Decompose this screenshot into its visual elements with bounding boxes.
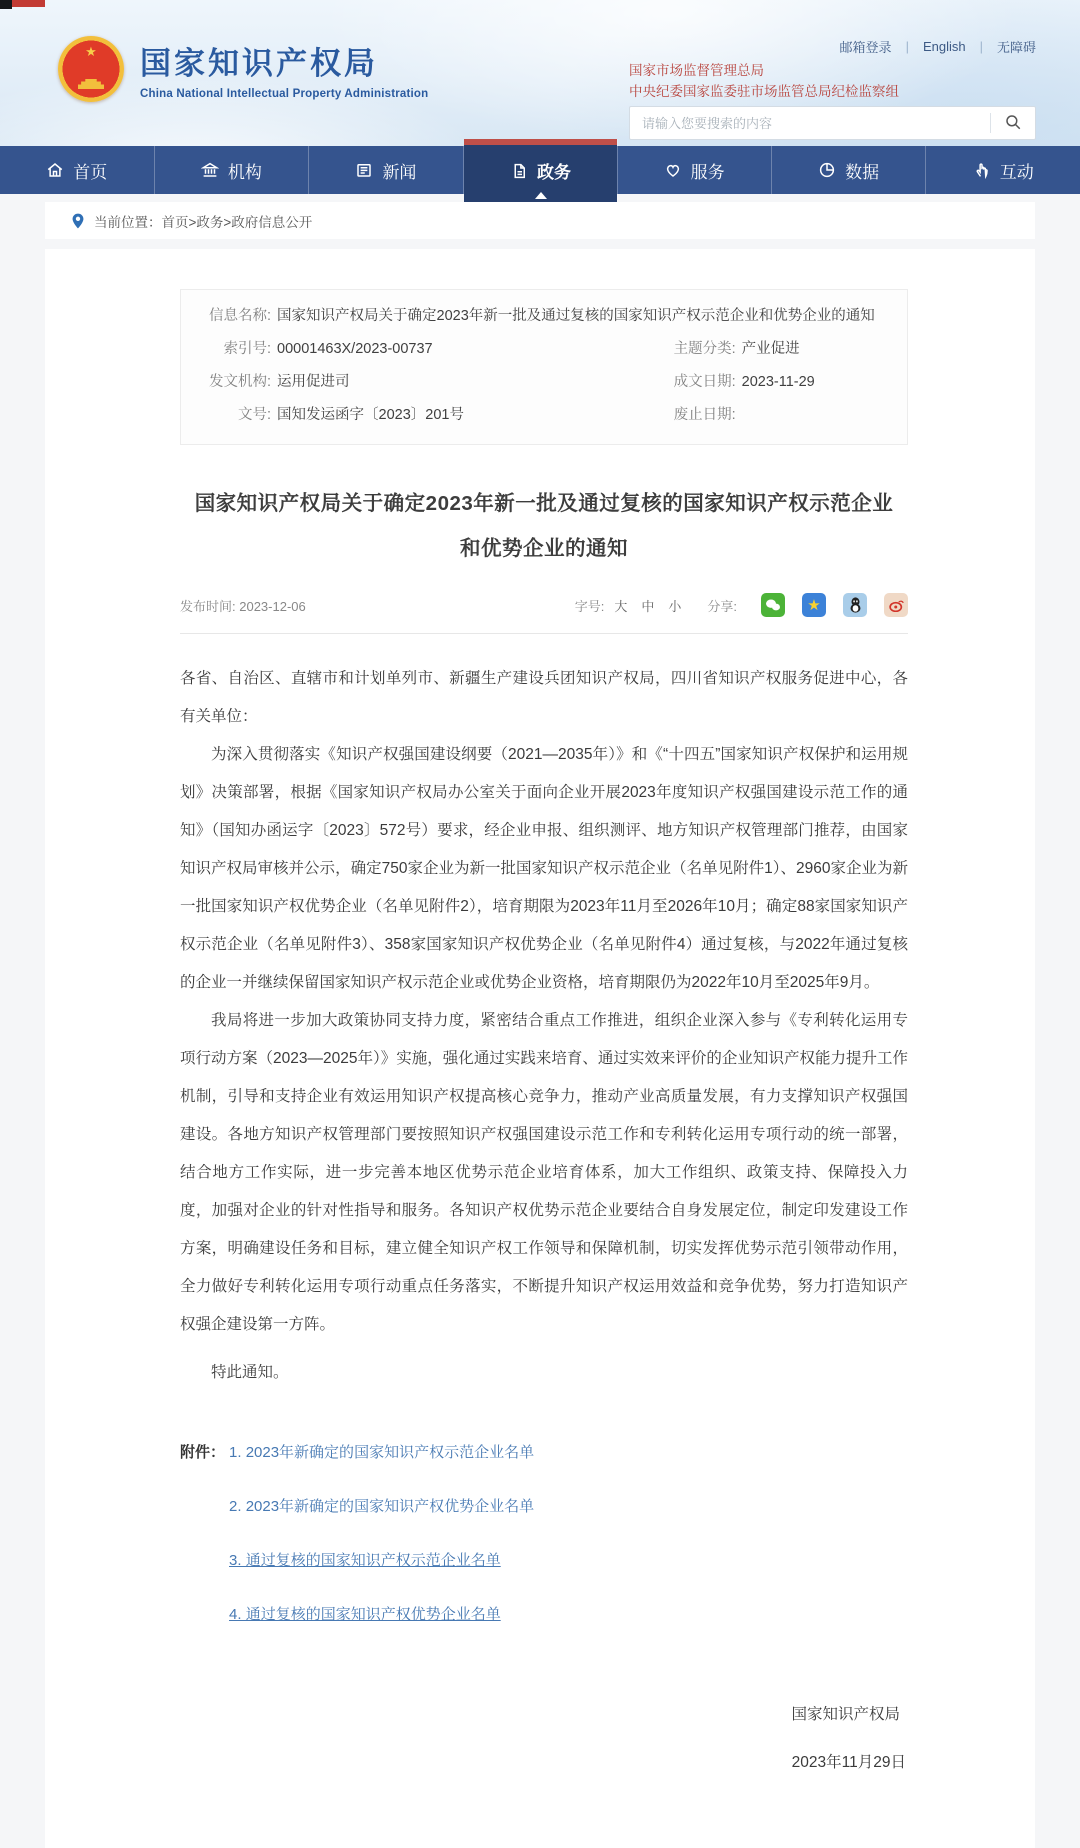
search-box <box>629 106 1036 140</box>
attachments-label: 附件： <box>180 1444 226 1461</box>
brand-text <box>140 38 428 100</box>
info-agency-value: 运用促进司 <box>277 374 350 390</box>
info-row-name <box>181 300 907 333</box>
document-icon <box>510 162 528 180</box>
news-icon <box>355 161 373 179</box>
publish-time <box>180 596 306 615</box>
nav-tab-label: 机构 <box>227 162 262 182</box>
nav-tab-home[interactable] <box>0 146 155 194</box>
closing-paragraph: 特此通知。 <box>211 1364 289 1381</box>
body-paragraph-1: 为深入贯彻落实《知识产权强国建设纲要（2021—2035年）》和《“十四五”国家知识产权保护和运用规划》决策部署，根据《国家知识产权局办公室关于面向企业开展2023年度知识产权强国建设示范工作的通知》（国知办函运字〔2023〕572号）要求，经企业申报、组织测评、地方知识产权管理部门推荐，由国家知识产权局审核并公示，确定750家企业为新一批国家知识产权示范企业（名单见附件1）、2960家企业为新一批国家知识产权优势企业（名单见附件2），培育期限为2023年11月至2026年10月；确定88家国家知识产权示范企业（名单见附件3）、358家国家知识产权优势企业（名单见附件4）通过复核，与2022年通过复核的企业一并继续保留国家知识产权示范企业或优势企业资格，培育期限仍为2022年10月至2025年9月。 <box>180 746 908 991</box>
samr-link[interactable]: 国家市场监督管理总局 <box>629 63 764 78</box>
info-name-value: 国家知识产权局关于确定2023年新一批及通过复核的国家知识产权示范企业和优势企业的通知 <box>277 308 875 324</box>
service-heart-icon <box>664 161 682 179</box>
attachments-list <box>229 1438 534 1654</box>
font-size-small-button[interactable]: 小 <box>668 598 682 614</box>
info-index-value: 00001463X/2023-00737 <box>277 341 433 357</box>
font-size-medium-button[interactable]: 中 <box>641 598 655 614</box>
attachment-link-3[interactable]: 3. 通过复核的国家知识产权示范企业名单 <box>229 1552 501 1569</box>
article-title <box>180 481 908 571</box>
info-name-label: 信息名称: <box>208 308 271 324</box>
info-topic-label: 主题分类: <box>673 341 736 357</box>
info-topic-value: 产业促进 <box>741 341 800 357</box>
emblem-star-icon: ★ <box>85 44 97 59</box>
screenshot-artifact-black <box>0 0 12 9</box>
content-card <box>45 249 1035 1848</box>
article-title-line2: 和优势企业的通知 <box>460 537 628 560</box>
info-agency-label: 发文机构: <box>208 374 271 390</box>
mail-login-link[interactable]: 邮箱登录 <box>839 40 892 55</box>
font-size-large-button[interactable]: 大 <box>614 598 628 614</box>
meta-right <box>575 593 908 617</box>
nav-tab-services[interactable] <box>617 146 772 194</box>
attachment-link-2[interactable]: 2. 2023年新确定的国家知识产权优势企业名单 <box>229 1498 535 1515</box>
link-separator: | <box>979 39 983 54</box>
nav-tab-label: 数据 <box>845 162 880 182</box>
publish-time-label: 发布时间: <box>180 598 240 614</box>
link-separator: | <box>905 39 909 54</box>
font-size-controls <box>614 596 681 615</box>
font-size-label: 字号: <box>574 598 605 614</box>
article-meta-row <box>180 593 908 617</box>
attachment-link-1[interactable]: 1. 2023年新确定的国家知识产权示范企业名单 <box>229 1444 535 1461</box>
signature-date: 2023年11月29日 <box>791 1754 906 1771</box>
share-label: 分享: <box>707 598 737 614</box>
pie-chart-icon <box>818 161 836 179</box>
emblem-gate-icon <box>78 79 104 89</box>
nav-tab-organization[interactable] <box>155 146 310 194</box>
hand-pointer-icon <box>973 161 991 179</box>
discipline-inspection-link[interactable]: 中央纪委国家监委驻市场监管总局纪检监察组 <box>629 84 899 99</box>
nav-tab-government-affairs[interactable] <box>464 139 618 202</box>
weibo-share-icon[interactable] <box>884 593 908 617</box>
breadcrumb-prefix: 当前位置： <box>94 214 162 230</box>
attachment-link-4[interactable]: 4. 通过复核的国家知识产权优势企业名单 <box>229 1606 501 1623</box>
qzone-share-icon[interactable]: ★ <box>802 593 826 617</box>
search-input[interactable] <box>630 107 990 139</box>
article-title-line1: 国家知识产权局关于确定2023年新一批及通过复核的国家知识产权示范企业 <box>194 492 894 515</box>
publish-time-value: 2023-12-06 <box>239 598 306 614</box>
nav-tab-label: 互动 <box>999 162 1034 182</box>
qq-share-icon[interactable] <box>843 593 867 617</box>
attachments-block <box>180 1438 908 1654</box>
info-row-index-topic <box>181 333 907 366</box>
info-row-docnum-expire <box>181 399 907 432</box>
main-navigation <box>0 146 1080 194</box>
share-buttons <box>761 593 908 617</box>
info-index-label: 索引号: <box>223 341 271 357</box>
nav-tab-label: 政务 <box>537 163 572 182</box>
home-icon <box>46 161 64 179</box>
nav-tab-data[interactable] <box>772 146 927 194</box>
body-paragraph-2: 我局将进一步加大政策协同支持力度，紧密结合重点工作推进，组织企业深入参与《专利转化运用专项行动方案（2023—2025年）》实施，强化通过实践来培育、通过实效来评价的企业知识产权能力提升工作机制，引导和支持企业有效运用知识产权提高核心竞争力，推动产业高质量发展，有力支撑知识产权强国建设。各地方知识产权管理部门要按照知识产权强国建设示范工作和专利转化运用专项行动的统一部署，结合地方工作实际，进一步完善本地区优势示范企业培育体系，加大工作组织、政策支持、保障投入力度，加强对企业的针对性指导和服务。各知识产权优势示范企业要结合自身发展定位，制定印发建设工作方案，明确建设任务和目标，建立健全知识产权工作领导和保障机制，切实发挥优势示范引领带动作用，全力做好专利转化运用专项行动重点任务落实，不断提升知识产权运用效益和竞争优势，努力打造知识产权强企建设第一方阵。 <box>180 1012 908 1333</box>
accessibility-link[interactable]: 无障碍 <box>996 40 1036 55</box>
national-emblem-logo <box>58 36 124 102</box>
location-pin-icon <box>71 213 85 229</box>
related-org-links <box>629 60 899 102</box>
nav-tab-label: 新闻 <box>382 162 417 182</box>
site-brand[interactable] <box>58 36 428 102</box>
info-written-date-value: 2023-11-29 <box>741 374 815 390</box>
nav-tab-label: 服务 <box>690 162 725 182</box>
info-written-date-label: 成文日期: <box>673 374 736 390</box>
salutation-paragraph: 各省、自治区、直辖市和计划单列市、新疆生产建设兵团知识产权局，四川省知识产权服务促进中心，各有关单位： <box>180 670 908 725</box>
english-link[interactable]: English <box>922 39 966 54</box>
screenshot-artifact-red <box>12 0 45 7</box>
info-doc-number-label: 文号: <box>237 407 271 423</box>
info-row-agency-date <box>181 366 907 399</box>
breadcrumb <box>45 202 1035 239</box>
signature-agency: 国家知识产权局 <box>791 1706 900 1723</box>
nav-tab-news[interactable] <box>309 146 464 194</box>
signature-block <box>180 1700 908 1778</box>
document-info-table <box>180 289 908 445</box>
site-header <box>0 0 1080 146</box>
site-subtitle: China National Intellectual Property Administration <box>140 88 429 100</box>
bank-icon <box>201 161 219 179</box>
info-expire-date-label: 废止日期: <box>673 407 736 423</box>
search-icon <box>1004 113 1022 134</box>
article-body <box>180 660 908 1392</box>
info-doc-number-value: 国知发运函字〔2023〕201号 <box>277 407 464 423</box>
nav-tab-label: 首页 <box>73 162 108 182</box>
content-divider <box>180 633 908 634</box>
nav-tab-interaction[interactable] <box>926 146 1080 194</box>
site-title: 国家知识产权局 <box>140 46 378 81</box>
utility-links <box>840 37 1036 56</box>
search-button[interactable] <box>991 107 1035 139</box>
wechat-share-icon[interactable] <box>761 593 785 617</box>
breadcrumb-path[interactable]: 首页>政务>政府信息公开 <box>161 214 313 230</box>
